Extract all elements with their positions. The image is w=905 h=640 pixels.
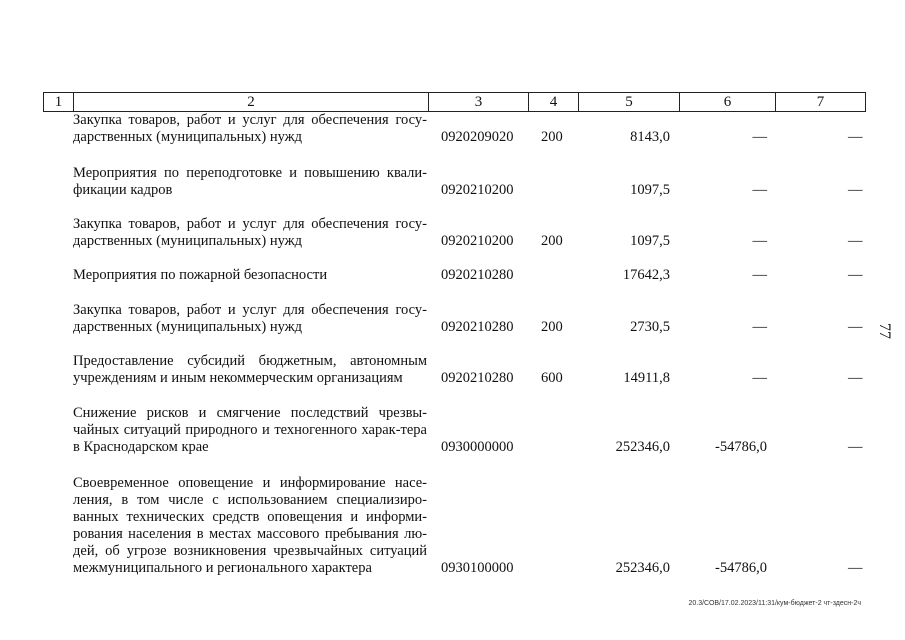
row-value-5: 2730,5 (630, 319, 670, 335)
row-value-6: — (752, 129, 767, 145)
row-code: 0920210280 (441, 267, 514, 283)
row-value-6: — (752, 267, 767, 283)
row-type: 200 (541, 129, 563, 145)
row-value-6: — (752, 233, 767, 249)
row-value-7: — (848, 182, 863, 198)
footer-stamp: 20.3/СОВ/17.02.2023/11:31/кум-бюджет-2 чт-здесн-2ч (688, 600, 861, 607)
row-value-7: — (848, 129, 863, 145)
row-value-7: — (848, 233, 863, 249)
row-value-5: 252346,0 (615, 439, 670, 455)
row-code: 0920210200 (441, 233, 514, 249)
header-cell-2: 2 (74, 93, 429, 111)
row-value-5: 17642,3 (622, 267, 670, 283)
row-value-7: — (848, 439, 863, 455)
row-type: 200 (541, 233, 563, 249)
row-value-7: — (848, 267, 863, 283)
row-value-5: 14911,8 (623, 370, 670, 386)
header-cell-1: 1 (44, 93, 74, 111)
row-value-6: -54786,0 (715, 439, 767, 455)
row-name: Предоставление субсидий бюджетным, автономным учреждениям и иным некоммерческим организациям (73, 353, 427, 386)
header-cell-6: 6 (680, 93, 776, 111)
row-name: Мероприятия по пожарной безопасности (73, 267, 328, 283)
row-name: Снижение рисков и смягчение последствий чрезвы-чайных ситуаций природного и техногенного харак-тера в Краснодарском крае (73, 405, 427, 455)
row-code: 0920210280 (441, 319, 514, 335)
row-value-7: — (848, 319, 863, 335)
header-cell-3: 3 (429, 93, 529, 111)
row-code: 0920210200 (441, 182, 514, 198)
header-cell-5: 5 (579, 93, 680, 111)
row-value-6: — (752, 370, 767, 386)
row-value-5: 252346,0 (615, 560, 670, 576)
row-name: Своевременное оповещение и информирование насе-ления, в том числе с использованием специализиро-ванных технических средств оповещения и информи-рования населения в местах массового пребывания лю-дей, об угрозе возникновения чрезвычайных ситуаций межмуниципального и регионального характера (73, 475, 427, 576)
row-type: 600 (541, 370, 563, 386)
row-value-6: -54786,0 (715, 560, 767, 576)
row-name: Закупка товаров, работ и услуг для обеспечения госу-дарственных (муниципальных) нужд (73, 112, 427, 145)
row-name: Закупка товаров, работ и услуг для обеспечения госу-дарственных (муниципальных) нужд (73, 216, 427, 249)
row-code: 0920210280 (441, 370, 514, 386)
row-value-7: — (848, 560, 863, 576)
row-value-6: — (752, 182, 767, 198)
row-code: 0930000000 (441, 439, 514, 455)
row-code: 0930100000 (441, 560, 514, 576)
row-code: 0920209020 (441, 129, 514, 145)
row-value-5: 1097,5 (630, 182, 670, 198)
row-name: Мероприятия по переподготовке и повышению квали-фикации кадров (73, 165, 427, 198)
header-cell-4: 4 (529, 93, 579, 111)
row-value-5: 8143,0 (630, 129, 670, 145)
row-type: 200 (541, 319, 563, 335)
row-value-7: — (848, 370, 863, 386)
row-value-5: 1097,5 (630, 233, 670, 249)
header-cell-7: 7 (816, 94, 825, 110)
row-value-6: — (752, 319, 767, 335)
page-number: 77 (876, 323, 893, 339)
row-name: Закупка товаров, работ и услуг для обеспечения госу-дарственных (муниципальных) нужд (73, 302, 427, 335)
